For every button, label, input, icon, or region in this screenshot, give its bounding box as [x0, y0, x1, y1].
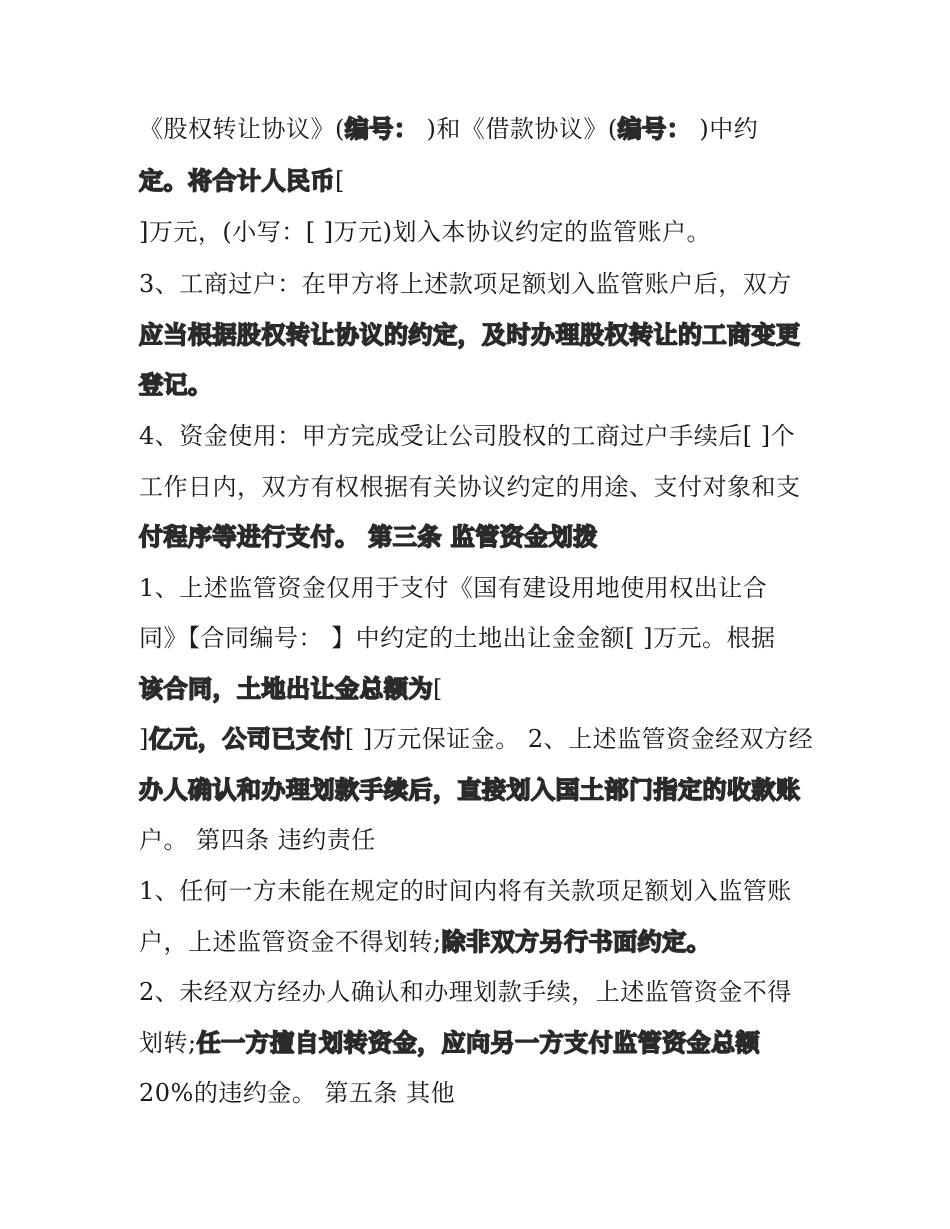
text-line: [139, 212, 829, 252]
text-run: [: [433, 675, 443, 703]
text-run: [: [335, 167, 345, 195]
text-run: 编号：: [344, 115, 419, 143]
text-run: ]万元，(小写：[ ]万元)划入本协议约定的监管账户。: [139, 218, 711, 246]
text-run: 亿元，公司已支付: [148, 725, 345, 753]
text-line: [139, 820, 829, 860]
text-run: 4、资金使用：甲方完成受让公司股权的工商过户手续后[ ]个: [139, 422, 796, 450]
text-line: [139, 669, 829, 709]
text-line: [139, 871, 829, 911]
text-line: [139, 365, 829, 405]
text-line: [139, 467, 829, 507]
text-line: [139, 517, 829, 557]
text-run: 1、任何一方未能在规定的时间内将有关款项足额划入监管账: [139, 877, 792, 905]
text-run: 该合同，土地出让金总额为: [139, 675, 433, 703]
text-line: [139, 315, 829, 355]
text-run: 办人确认和办理划款手续后，直接划入国土部门指定的收款账: [139, 776, 801, 804]
text-line: [139, 618, 829, 658]
text-line: [139, 922, 829, 962]
text-run: 工作日内，双方有权根据有关协议约定的用途、支付对象和支: [139, 473, 801, 501]
text-line: [139, 770, 829, 810]
text-line: [139, 416, 829, 456]
text-line: [139, 1073, 829, 1113]
text-line: [139, 568, 829, 608]
text-run: 应当根据股权转让协议的约定，及时办理股权转让的工商变更: [139, 321, 801, 349]
text-run: 编号：: [617, 115, 692, 143]
text-run: 2、未经双方经办人确认和办理划款手续，上述监管资金不得: [139, 978, 792, 1006]
text-run: 除非双方另行书面约定。: [441, 928, 712, 956]
text-run: 同》【合同编号： 】中约定的土地出让金金额[ ]万元。根据: [139, 624, 776, 652]
text-run: )中约: [691, 115, 759, 143]
text-line: [139, 109, 829, 149]
text-run: 定。将合计人民币: [139, 167, 335, 195]
text-run: 20%的违约金。 第五条 其他: [139, 1079, 456, 1107]
text-line: [139, 719, 829, 759]
text-run: 户。 第四条 违约责任: [139, 826, 376, 854]
text-run: 付程序等进行支付。 第三条 监管资金划拨: [139, 523, 598, 551]
text-line: [139, 972, 829, 1012]
text-run: 3、工商过户：在甲方将上述款项足额划入监管账户后，双方: [139, 270, 792, 298]
text-run: 划转;: [139, 1029, 197, 1057]
text-run: )和《借款协议》(: [418, 115, 618, 143]
text-run: 《股权转让协议》(: [139, 115, 345, 143]
text-run: 任一方擅自划转资金，应向另一方支付监管资金总额: [196, 1029, 761, 1057]
text-line: [139, 1023, 829, 1063]
text-run: 登记。: [139, 371, 213, 399]
text-run: [ ]万元保证金。 2、上述监管资金经双方经: [344, 725, 814, 753]
text-line: [139, 264, 829, 304]
text-run: 户，上述监管资金不得划转;: [139, 928, 442, 956]
text-line: [139, 161, 829, 201]
text-run: ]: [139, 725, 149, 753]
text-run: 1、上述监管资金仅用于支付《国有建设用地使用权出让合: [139, 574, 768, 602]
